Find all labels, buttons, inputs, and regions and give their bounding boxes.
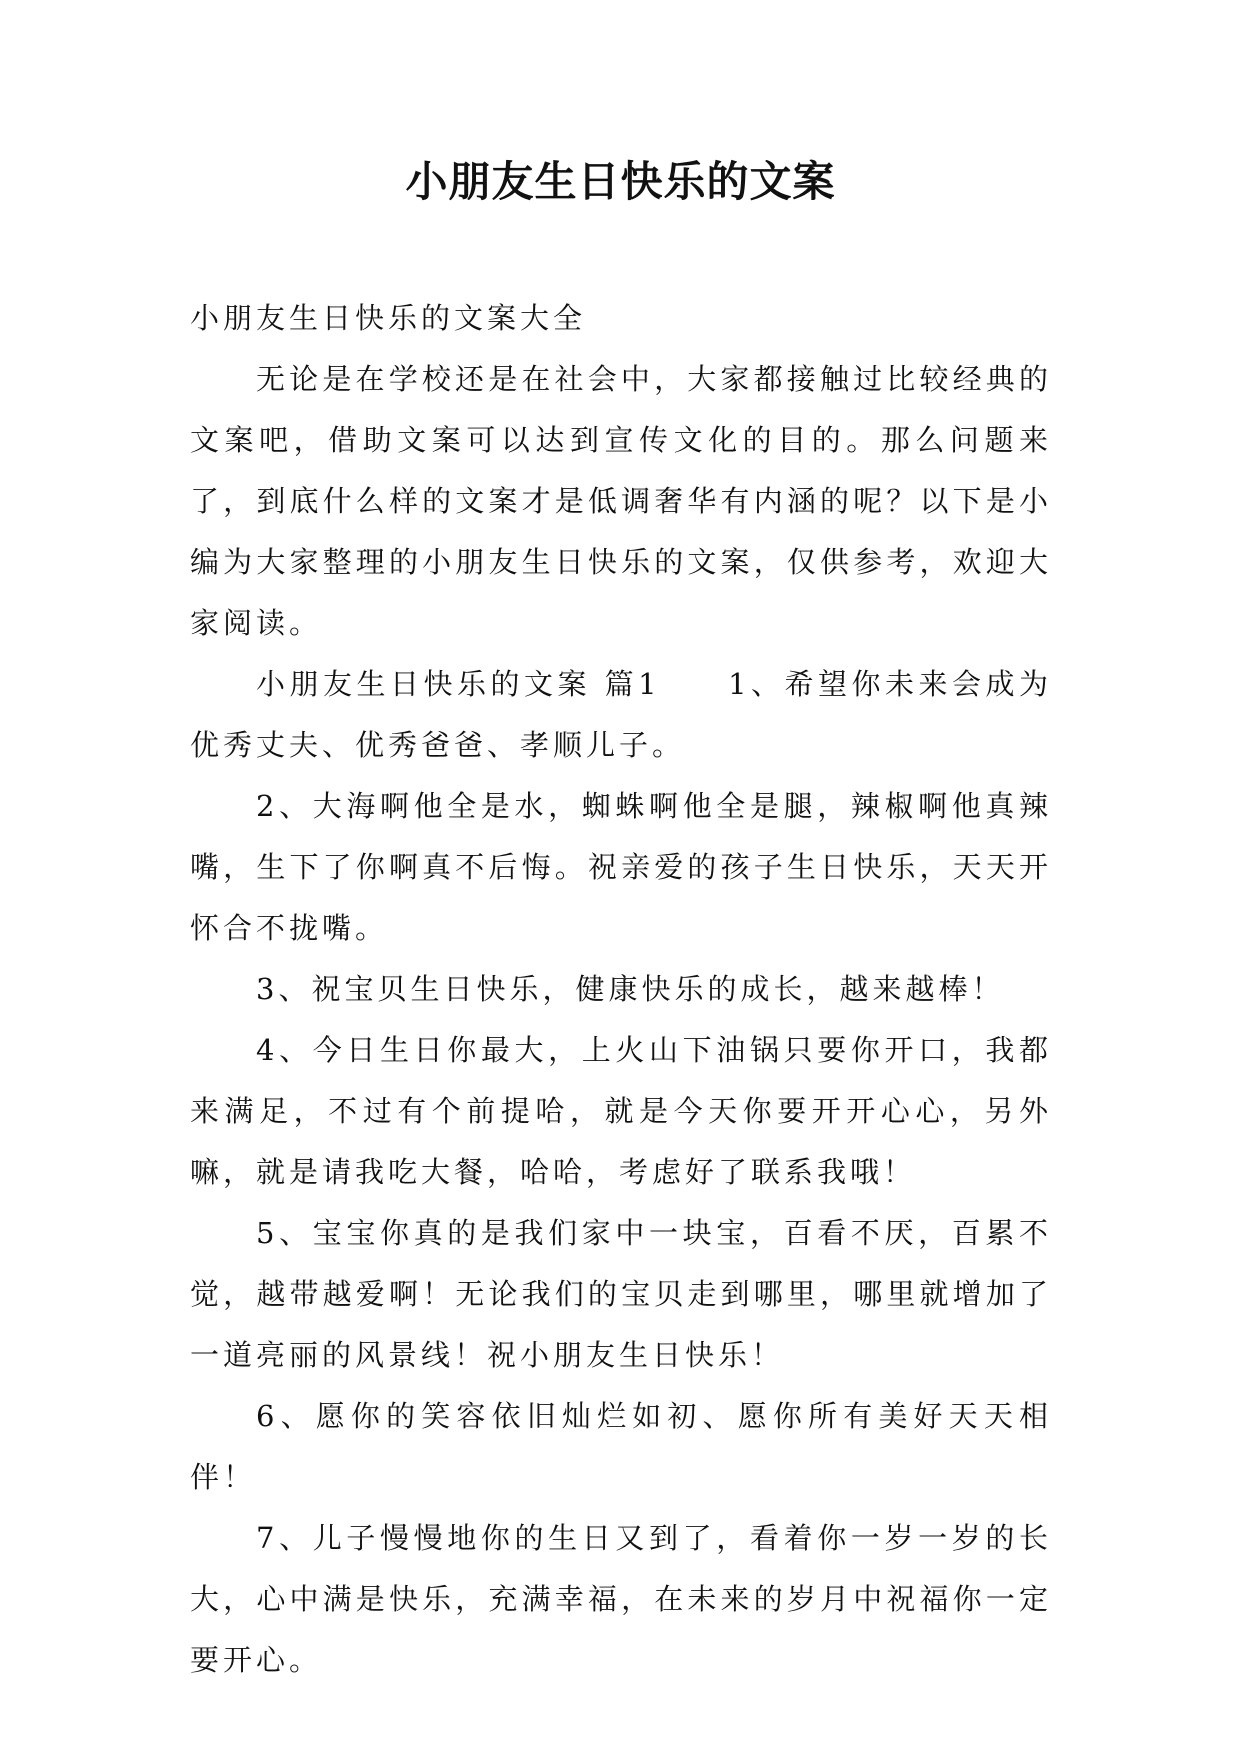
paragraph-item-6: 6、愿你的笑容依旧灿烂如初、愿你所有美好天天相伴！ xyxy=(190,1399,1052,1494)
paragraph-intro: 无论是在学校还是在社会中，大家都接触过比较经典的文案吧，借助文案可以达到宣传文化的目的。那么问题来了，到底什么样的文案才是低调奢华有内涵的呢？以下是小编为大家整理的小朋友生日快乐的文案，仅供参考，欢迎大家阅读。 xyxy=(190,362,1052,640)
paragraph-item-5: 5、宝宝你真的是我们家中一块宝，百看不厌，百累不觉，越带越爱啊！无论我们的宝贝走到哪里，哪里就增加了一道亮丽的风景线！祝小朋友生日快乐！ xyxy=(190,1216,1052,1372)
paragraph-section-1: 小朋友生日快乐的文案 篇1 1、希望你未来会成为优秀丈夫、优秀爸爸、孝顺儿子。 xyxy=(190,667,1052,762)
paragraph-item-7: 7、儿子慢慢地你的生日又到了，看着你一岁一岁的长大，心中满是快乐，充满幸福，在未来的岁月中祝福你一定要开心。 xyxy=(190,1521,1052,1677)
paragraph-item-3: 3、祝宝贝生日快乐，健康快乐的成长，越来越棒！ xyxy=(256,972,1005,1006)
paragraph-item-4: 4、今日生日你最大，上火山下油锅只要你开口，我都来满足，不过有个前提哈，就是今天你要开开心心，另外嘛，就是请我吃大餐，哈哈，考虑好了联系我哦！ xyxy=(190,1033,1052,1189)
document-title: 小朋友生日快乐的文案 xyxy=(405,157,836,206)
document-body xyxy=(190,288,1052,1691)
document-subtitle: 小朋友生日快乐的文案大全 xyxy=(190,301,587,335)
paragraph-item-2: 2、大海啊他全是水，蜘蛛啊他全是腿，辣椒啊他真辣嘴，生下了你啊真不后悔。祝亲爱的孩子生日快乐，天天开怀合不拢嘴。 xyxy=(190,789,1052,945)
